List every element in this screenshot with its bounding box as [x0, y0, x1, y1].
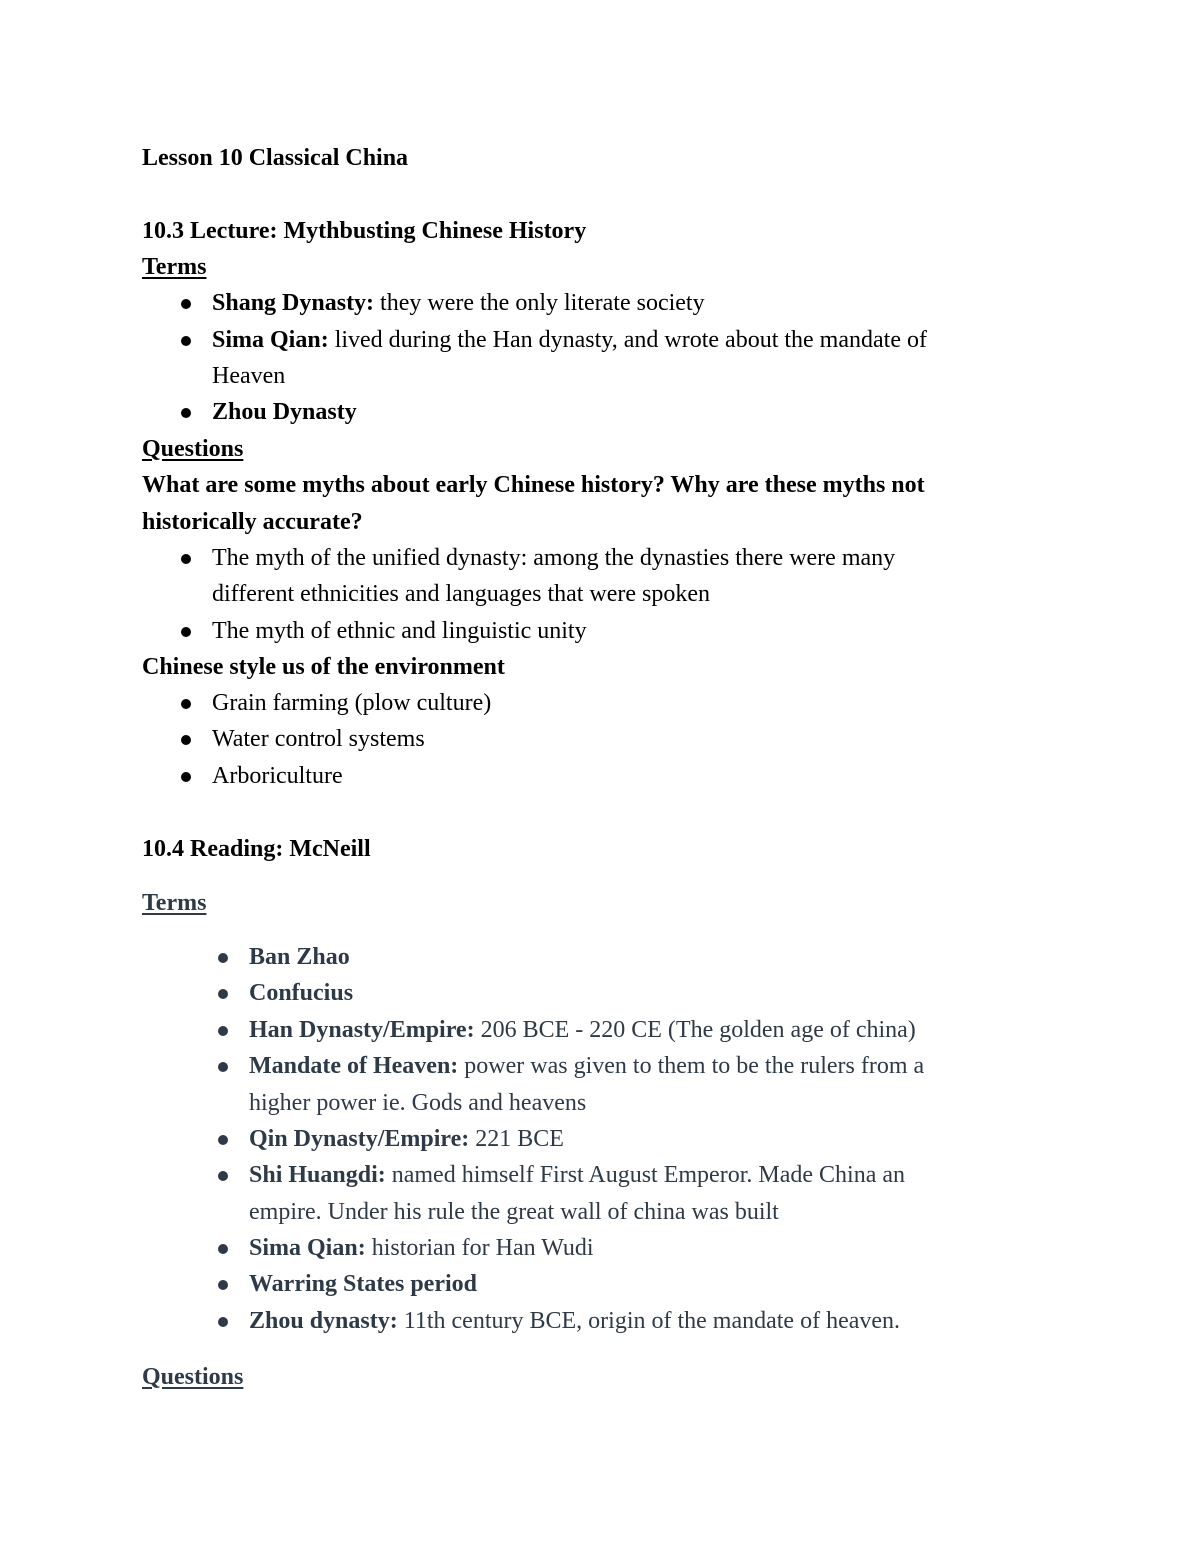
section-10-3-terms-label: Terms: [142, 254, 207, 280]
term-name: Mandate of Heaven:: [249, 1053, 459, 1079]
term-definition: named himself First August Emperor. Made China an: [385, 1162, 905, 1188]
term-name: Shi Huangdi:: [249, 1162, 386, 1188]
bullet-icon: [181, 299, 191, 309]
term-item: [249, 1306, 900, 1336]
term-name: Qin Dynasty/Empire:: [249, 1126, 470, 1152]
term-name: Zhou dynasty:: [249, 1308, 398, 1334]
section-10-3-heading: 10.3 Lecture: Mythbusting Chinese History: [142, 218, 587, 244]
term-item: [249, 1124, 564, 1154]
term-definition-continued: empire. Under his rule the great wall of china was built: [249, 1199, 779, 1225]
bullet-icon: [218, 1135, 228, 1145]
environment-item: Water control systems: [212, 726, 425, 752]
term-name: Zhou Dynasty: [212, 399, 357, 425]
section-10-4-questions-label: Questions: [142, 1364, 244, 1390]
bullet-icon: [218, 1280, 228, 1290]
document-title: Lesson 10 Classical China: [142, 145, 409, 171]
term-item: [249, 1051, 924, 1081]
bullet-icon: [181, 699, 191, 709]
bullet-icon: [218, 1026, 228, 1036]
environment-item: Arboriculture: [212, 763, 343, 789]
term-item: [249, 1233, 594, 1263]
term-definition: power was given to them to be the rulers from a: [458, 1053, 925, 1079]
term-item: [249, 1160, 905, 1190]
term-definition: lived during the Han dynasty, and wrote about the mandate of: [328, 327, 927, 353]
bullet-icon: [218, 1244, 228, 1254]
question-text: What are some myths about early Chinese history? Why are these myths not: [142, 472, 925, 498]
bullet-icon: [181, 408, 191, 418]
environment-heading: Chinese style us of the environment: [142, 654, 505, 680]
answer-item: The myth of the unified dynasty: among the dynasties there were many: [212, 545, 896, 571]
term-definition-continued: Heaven: [212, 363, 286, 389]
section-10-4-heading: 10.4 Reading: McNeill: [142, 836, 371, 862]
term-definition: 221 BCE: [469, 1126, 564, 1152]
bullet-icon: [181, 772, 191, 782]
bullet-icon: [218, 953, 228, 963]
term-name: Sima Qian:: [249, 1235, 366, 1261]
term-definition-continued: higher power ie. Gods and heavens: [249, 1090, 587, 1116]
bullet-icon: [218, 1062, 228, 1072]
term-item: [249, 1015, 916, 1045]
bullet-icon: [181, 336, 191, 346]
environment-item: Grain farming (plow culture): [212, 690, 492, 716]
answer-item: The myth of ethnic and linguistic unity: [212, 618, 587, 644]
term-definition: 11th century BCE, origin of the mandate of heaven.: [397, 1308, 901, 1334]
section-10-3-questions-label: Questions: [142, 436, 244, 462]
term-definition: 206 BCE - 220 CE (The golden age of china): [474, 1017, 916, 1043]
bullet-icon: [218, 989, 228, 999]
term-item: [212, 288, 705, 318]
question-text-continued: historically accurate?: [142, 509, 363, 535]
term-definition: they were the only literate society: [374, 290, 705, 316]
section-10-4-terms-label: Terms: [142, 890, 207, 916]
bullet-icon: [181, 554, 191, 564]
term-name: Ban Zhao: [249, 944, 350, 970]
term-name: Confucius: [249, 980, 354, 1006]
term-name: Warring States period: [249, 1271, 477, 1297]
bullet-icon: [181, 627, 191, 637]
term-definition: historian for Han Wudi: [365, 1235, 594, 1261]
bullet-icon: [218, 1317, 228, 1327]
bullet-icon: [181, 735, 191, 745]
term-item: [212, 325, 927, 355]
term-name: Sima Qian:: [212, 327, 329, 353]
answer-item-continued: different ethnicities and languages that were spoken: [212, 581, 711, 607]
term-name: Han Dynasty/Empire:: [249, 1017, 475, 1043]
term-name: Shang Dynasty:: [212, 290, 375, 316]
bullet-icon: [218, 1171, 228, 1181]
